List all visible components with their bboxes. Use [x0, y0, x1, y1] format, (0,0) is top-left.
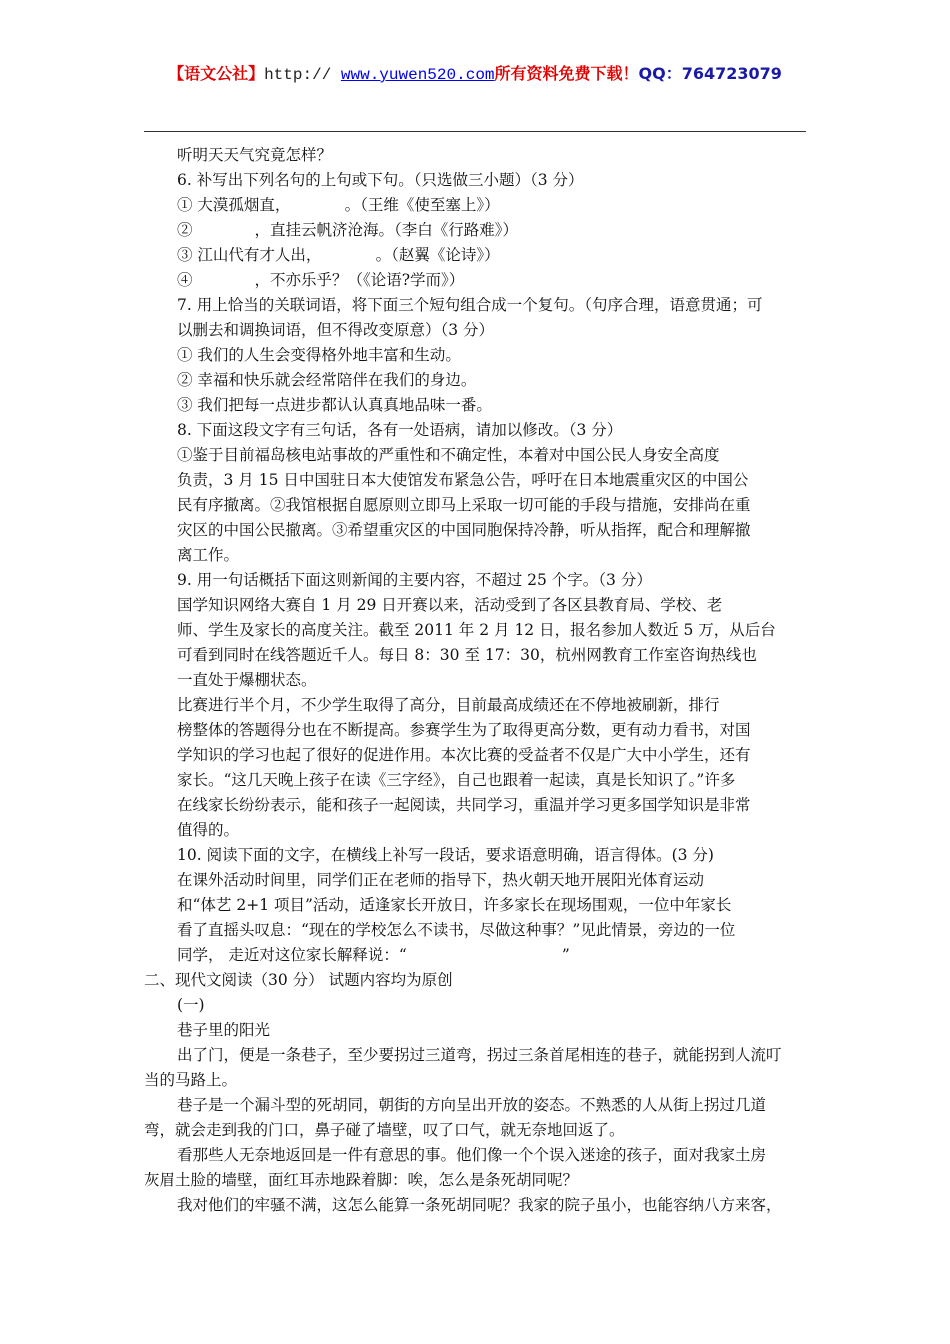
- text-line: 民有序撤离。②我馆根据自愿原则立即马上采取一切可能的手段与措施，安排尚在重: [177, 496, 751, 514]
- header-divider: [144, 131, 806, 132]
- text-line: 同学， 走近对这位家长解释说：“ ”: [177, 946, 570, 964]
- text-line: 在课外活动时间里，同学们正在老师的指导下，热火朝天地开展阳光体育运动: [177, 871, 705, 889]
- question-7-item-3: ③ 我们把每一点进步都认认真真地品味一番。: [177, 396, 492, 414]
- text-line: 学知识的学习也起了很好的促进作用。本次比赛的受益者不仅是广大中小学生，还有: [177, 746, 751, 764]
- text-line: 比赛进行半个月，不少学生取得了高分，目前最高成绩还在不停地被刷新，排行: [177, 696, 720, 714]
- text-line: 巷子是一个漏斗型的死胡同，朝街的方向呈出开放的姿态。不熟悉的人从街上拐过几道: [177, 1096, 767, 1114]
- section-heading: 二、现代文阅读（30 分） 试题内容均为原创: [144, 971, 453, 989]
- text-line: 弯，就会走到我的门口，鼻子碰了墙壁，叹了口气，就无奈地回返了。: [144, 1121, 625, 1139]
- text-line: 听明天天气究竟怎样？: [177, 146, 333, 164]
- text-line: 一直处于爆棚状态。: [177, 671, 317, 689]
- text-line: 值得的。: [177, 821, 240, 839]
- text-line: 和“体艺 2+1 项目”活动，适逢家长开放日，许多家长在现场围观，一位中年家长: [177, 896, 732, 914]
- header-qq: QQ：764723079: [638, 64, 782, 83]
- text-line: 国学知识网络大赛自 1 月 29 日开赛以来，活动受到了各区县教育局、学校、老: [177, 596, 723, 614]
- question-10: 10. 阅读下面的文字，在横线上补写一段话，要求语意明确，语言得体。(3 分): [177, 846, 714, 864]
- question-6-item-3: ③ 江山代有才人出， 。（赵翼《论诗》）: [177, 246, 500, 264]
- text-line: 看了直摇头叹息：“现在的学校怎么不读书，尽做这种事？”见此情景，旁边的一位: [177, 921, 736, 939]
- text-line: 我对他们的牢骚不满，这怎么能算一条死胡同呢？我家的院子虽小，也能容纳八方来客，: [177, 1196, 782, 1214]
- text-line: 榜整体的答题得分也在不断提高。参赛学生为了取得更高分数，更有动力看书，对国: [177, 721, 751, 739]
- question-7: 7. 用上恰当的关联词语，将下面三个短句组合成一个复句。（句序合理，语意贯通；可: [177, 296, 763, 314]
- page-header: [0, 62, 950, 87]
- text-line: 在线家长纷纷表示，能和孩子一起阅读，共同学习，重温并学习更多国学知识是非常: [177, 796, 751, 814]
- text-line: 灰眉土脸的墙壁，面红耳赤地跺着脚：唉，怎么是条死胡同呢？: [144, 1171, 579, 1189]
- question-9: 9. 用一句话概括下面这则新闻的主要内容，不超过 25 个字。（3 分）: [177, 571, 652, 589]
- question-8: 8. 下面这段文字有三句话，各有一处语病，请加以修改。（3 分）: [177, 421, 623, 439]
- document-body: [144, 143, 824, 1218]
- question-6: 6. 补写出下列名句的上句或下句。（只选做三小题）（3 分）: [177, 171, 584, 189]
- text-line: 负责，3 月 15 日中国驻日本大使馆发布紧急公告，呼吁在日本地震重灾区的中国公: [177, 471, 749, 489]
- text-line: 灾区的中国公民撤离。③希望重灾区的中国同胞保持冷静，听从指挥，配合和理解撤: [177, 521, 751, 539]
- text-line: 离工作。: [177, 546, 240, 564]
- question-6-item-4: ④ ，不亦乐乎？（《论语?学而》）: [177, 271, 465, 289]
- text-line: 师、学生及家长的高度关注。截至 2011 年 2 月 12 日，报名参加人数近 5 万，从后台: [177, 621, 776, 639]
- text-line: ①鉴于目前福岛核电站事故的严重性和不确定性，本着对中国公民人身安全高度: [177, 446, 720, 464]
- text-line: 当的马路上。: [144, 1071, 238, 1089]
- header-protocol: http://: [264, 66, 341, 84]
- header-url-link[interactable]: www.yuwen520.com: [340, 66, 495, 84]
- text-line: 看那些人无奈地返回是一件有意思的事。他们像一个个误入迷途的孩子，面对我家土房: [177, 1146, 767, 1164]
- text-line: 出了门，便是一条巷子，至少要拐过三道弯，拐过三条首尾相连的巷子，就能拐到人流叮: [177, 1046, 782, 1064]
- question-7-item-1: ① 我们的人生会变得格外地丰富和生动。: [177, 346, 461, 364]
- question-7-item-2: ② 幸福和快乐就会经常陪伴在我们的身边。: [177, 371, 477, 389]
- article-title: 巷子里的阳光: [177, 1021, 271, 1039]
- question-6-item-1: ① 大漠孤烟直， 。（王维《使至塞上》）: [177, 196, 500, 214]
- header-brand: 【语文公社】: [168, 64, 265, 83]
- question-6-item-2: ② ，直挂云帆济沧海。（李白《行路难》）: [177, 221, 519, 239]
- subsection-marker: (一): [177, 996, 205, 1014]
- text-line: 家长。“这几天晚上孩子在读《三字经》，自己也跟着一起读，真是长知识了。”许多: [177, 771, 736, 789]
- header-slogan: 所有资料免费下载！: [494, 64, 639, 83]
- text-line: 以删去和调换词语，但不得改变原意）（3 分）: [177, 321, 495, 339]
- text-line: 可看到同时在线答题近千人。每日 8：30 至 17：30，杭州网教育工作室咨询热线也: [177, 646, 757, 664]
